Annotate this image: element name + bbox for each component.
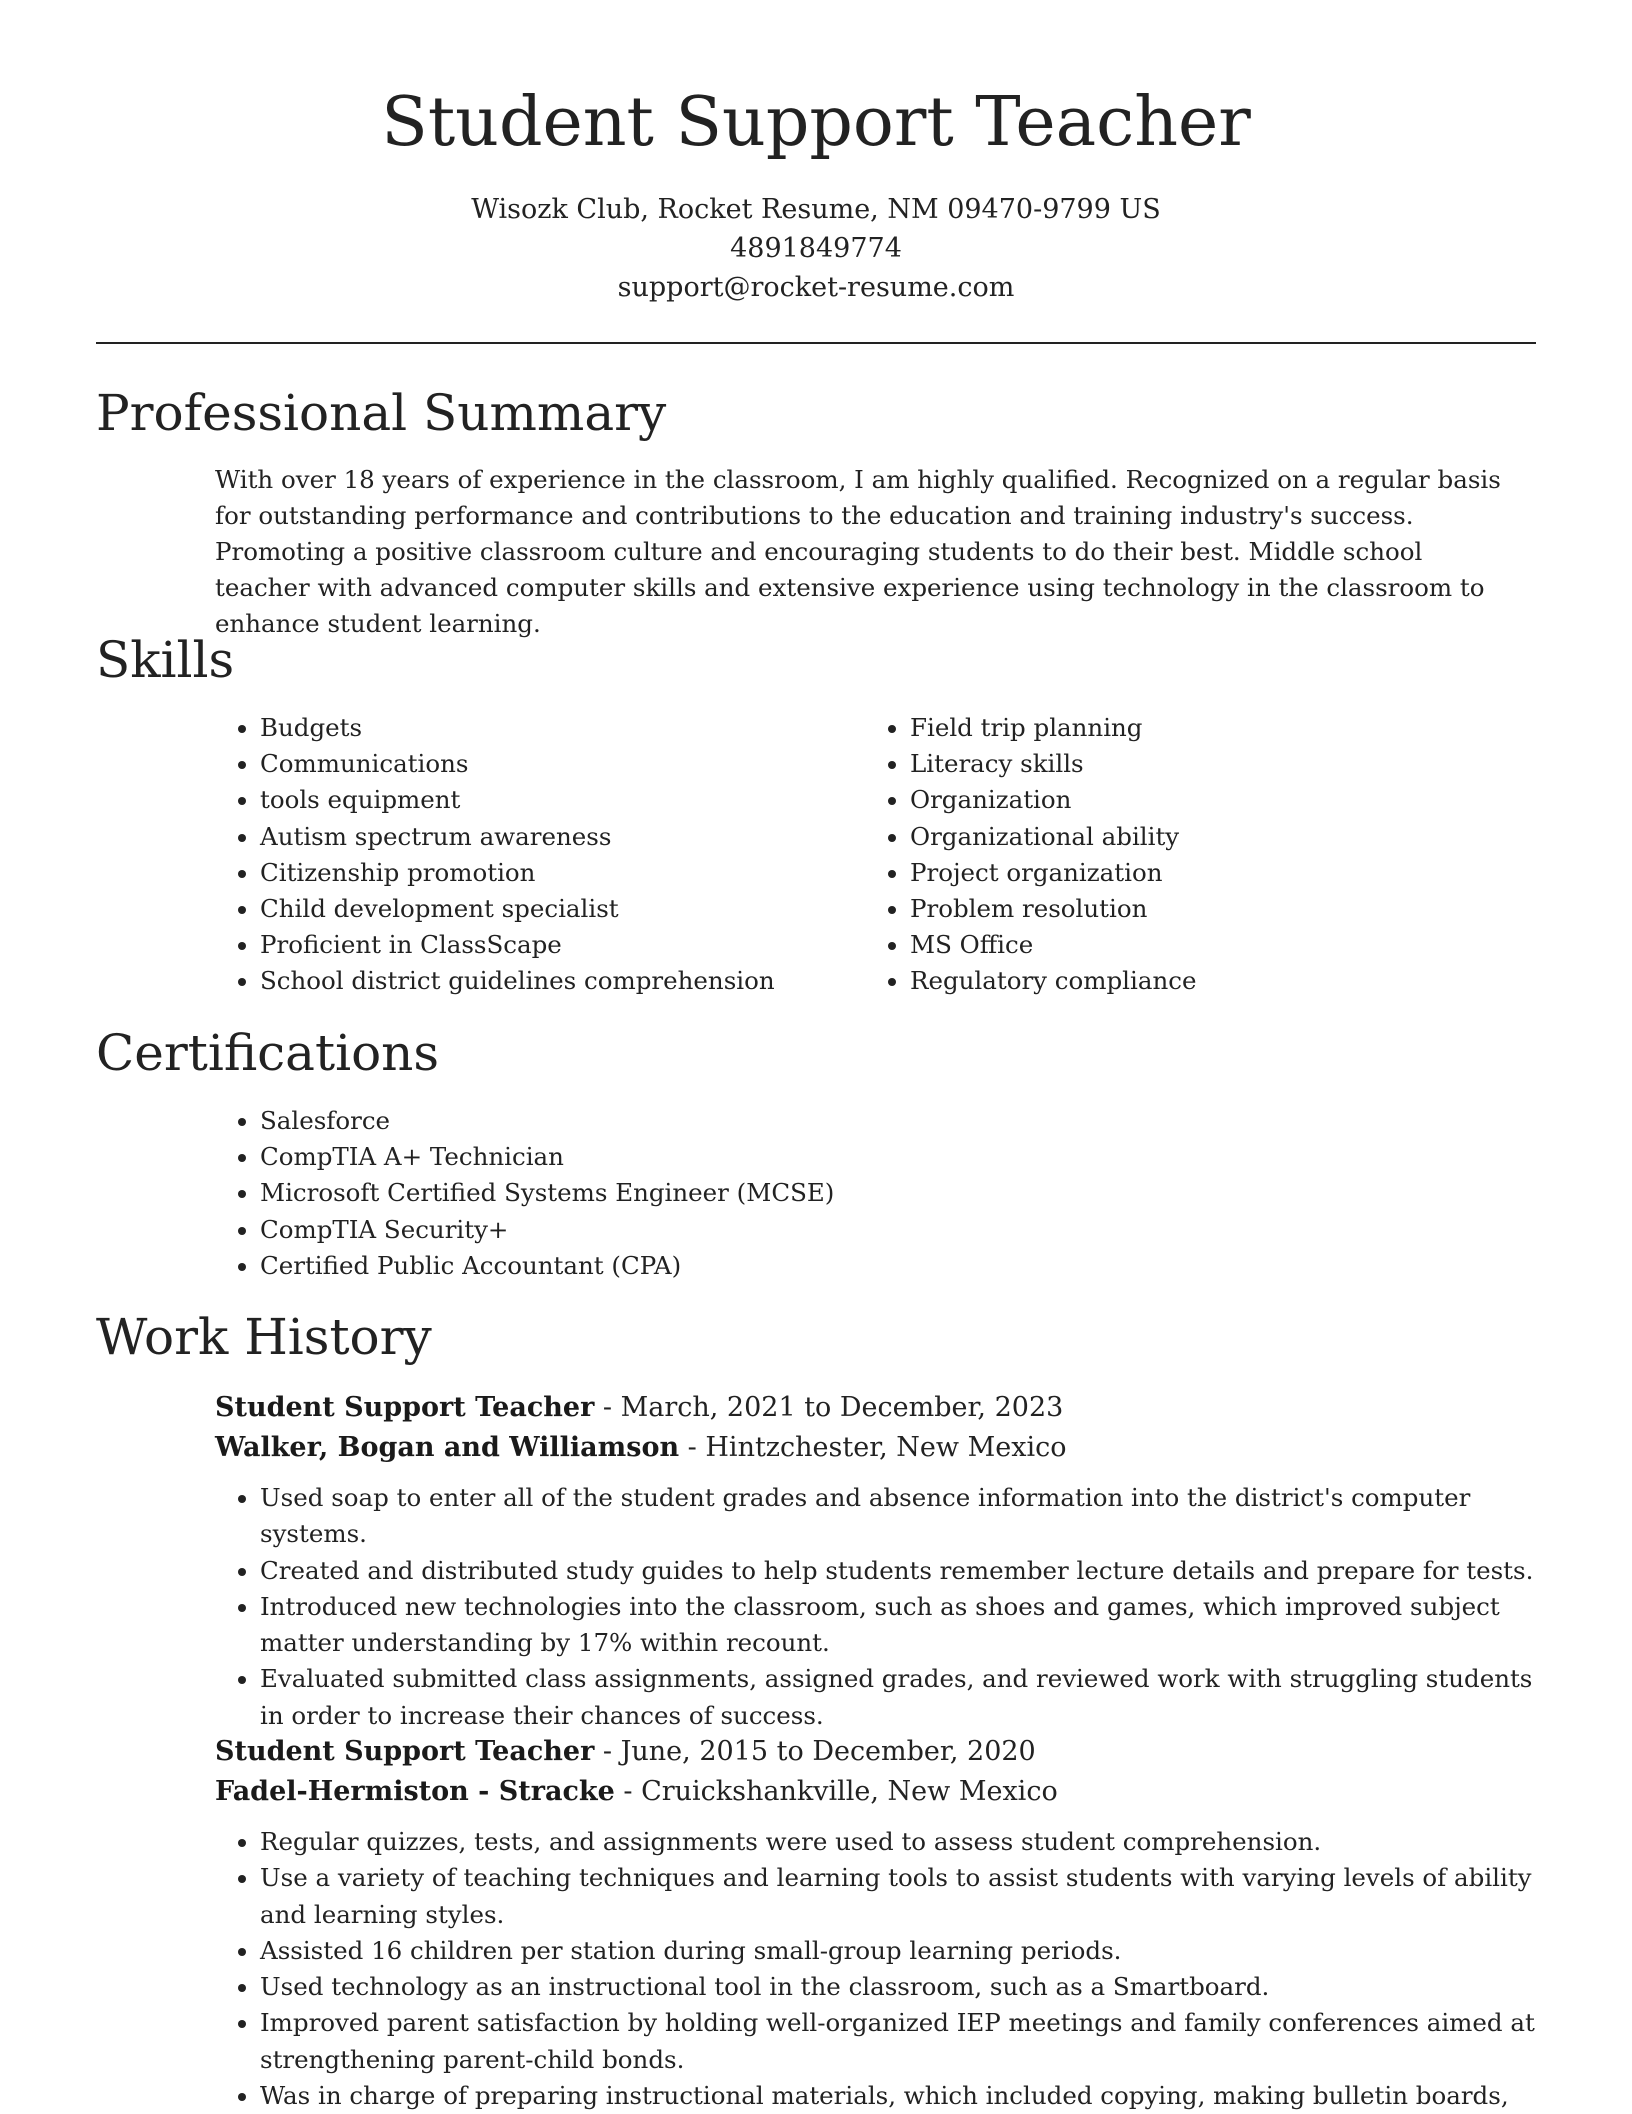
job-bullets xyxy=(215,1824,1535,2114)
skill-item: • tools equipment xyxy=(260,782,836,818)
job-company-line xyxy=(215,1428,1535,1468)
job-dates: - June, 2015 to December, 2020 xyxy=(594,1736,1036,1767)
job-bullet: • Regular quizzes, tests, and assignments were used to assess student comprehension. xyxy=(260,1824,1535,1860)
skill-item: • Child development specialist xyxy=(260,891,836,927)
skill-item: • Budgets xyxy=(260,710,836,746)
skill-item: • School district guidelines comprehension xyxy=(260,963,836,999)
header-divider xyxy=(96,342,1536,344)
certifications-list xyxy=(216,1103,1116,1284)
job-bullet: • Introduced new technologies into the classroom, such as shoes and games, which improved subject matter understanding by 17% within recount. xyxy=(260,1589,1535,1662)
certification-item: • CompTIA A+ Technician xyxy=(260,1139,1116,1175)
job-company-line xyxy=(215,1772,1535,1812)
job-bullet: • Evaluated submitted class assignments, assigned grades, and reviewed work with struggling students in order to increase their chances of success. xyxy=(260,1661,1535,1734)
job-dates: - March, 2021 to December, 2023 xyxy=(594,1392,1064,1423)
candidate-name: Student Support Teacher xyxy=(381,83,1251,162)
contact-phone: 4891849774 xyxy=(730,233,902,264)
certification-item: • CompTIA Security+ xyxy=(260,1212,1116,1248)
contact-email: support@rocket-resume.com xyxy=(617,272,1015,303)
skill-item: • Communications xyxy=(260,746,836,782)
skill-item: • Regulatory compliance xyxy=(910,963,1486,999)
job-title-line xyxy=(215,1732,1535,1772)
skill-item: • Literacy skills xyxy=(910,746,1486,782)
job-bullets xyxy=(215,1480,1535,1734)
job-title: Student Support Teacher xyxy=(215,1736,595,1767)
job-bullet: • Use a variety of teaching techniques and learning tools to assist students with varying levels of ability and learning styles. xyxy=(260,1860,1535,1933)
job-bullet: • Was in charge of preparing instructional materials, which included copying, making bulletin boards, xyxy=(260,2078,1535,2114)
skills-heading: Skills xyxy=(96,631,235,689)
skills-column-left xyxy=(216,710,836,1000)
job-entry xyxy=(215,1732,1535,2114)
summary-heading: Professional Summary xyxy=(96,384,667,442)
skill-item: • Organizational ability xyxy=(910,819,1486,855)
job-bullet: • Assisted 16 children per station during small-group learning periods. xyxy=(260,1933,1535,1969)
job-location: - Cruickshankville, New Mexico xyxy=(614,1776,1058,1807)
certification-item: • Certified Public Accountant (CPA) xyxy=(260,1248,1116,1284)
job-bullet: • Used technology as an instructional tool in the classroom, such as a Smartboard. xyxy=(260,1969,1535,2005)
contact-address: Wisozk Club, Rocket Resume, NM 09470-9799 US xyxy=(471,194,1161,225)
job-title: Student Support Teacher xyxy=(215,1392,595,1423)
job-company: Walker, Bogan and Williamson xyxy=(215,1432,680,1463)
resume-header xyxy=(96,78,1536,307)
skill-item: • Autism spectrum awareness xyxy=(260,819,836,855)
certification-item: • Microsoft Certified Systems Engineer (MCSE) xyxy=(260,1175,1116,1211)
skill-item: • Citizenship promotion xyxy=(260,855,836,891)
certification-item: • Salesforce xyxy=(260,1103,1116,1139)
job-location: - Hintzchester, New Mexico xyxy=(679,1432,1067,1463)
skill-item: • Project organization xyxy=(910,855,1486,891)
job-company: Fadel-Hermiston - Stracke xyxy=(215,1776,615,1807)
summary-text: With over 18 years of experience in the classroom, I am highly qualified. Recognized on a regular basis for outstanding performance and contributions to the education and training industry's success. Promoting a positive classroom culture and encouraging students to do their best. Middle school teacher with advanced computer skills and extensive experience using technology in the classroom to enhance student learning. xyxy=(215,465,1501,638)
skill-item: • Field trip planning xyxy=(910,710,1486,746)
job-bullet: • Used soap to enter all of the student grades and absence information into the district's computer systems. xyxy=(260,1480,1535,1553)
skill-item: • MS Office xyxy=(910,927,1486,963)
job-bullet: • Created and distributed study guides to help students remember lecture details and prepare for tests. xyxy=(260,1553,1535,1589)
skills-column-right xyxy=(866,710,1486,1000)
skill-item: • Problem resolution xyxy=(910,891,1486,927)
skill-item: • Organization xyxy=(910,782,1486,818)
job-entry xyxy=(215,1388,1535,1734)
job-bullet: • Improved parent satisfaction by holding well-organized IEP meetings and family conferences aimed at strengthening parent-child bonds. xyxy=(260,2005,1535,2078)
job-title-line xyxy=(215,1388,1535,1428)
skill-item: • Proficient in ClassScape xyxy=(260,927,836,963)
certifications-heading: Certifications xyxy=(96,1024,440,1082)
work-history-heading: Work History xyxy=(96,1308,432,1366)
